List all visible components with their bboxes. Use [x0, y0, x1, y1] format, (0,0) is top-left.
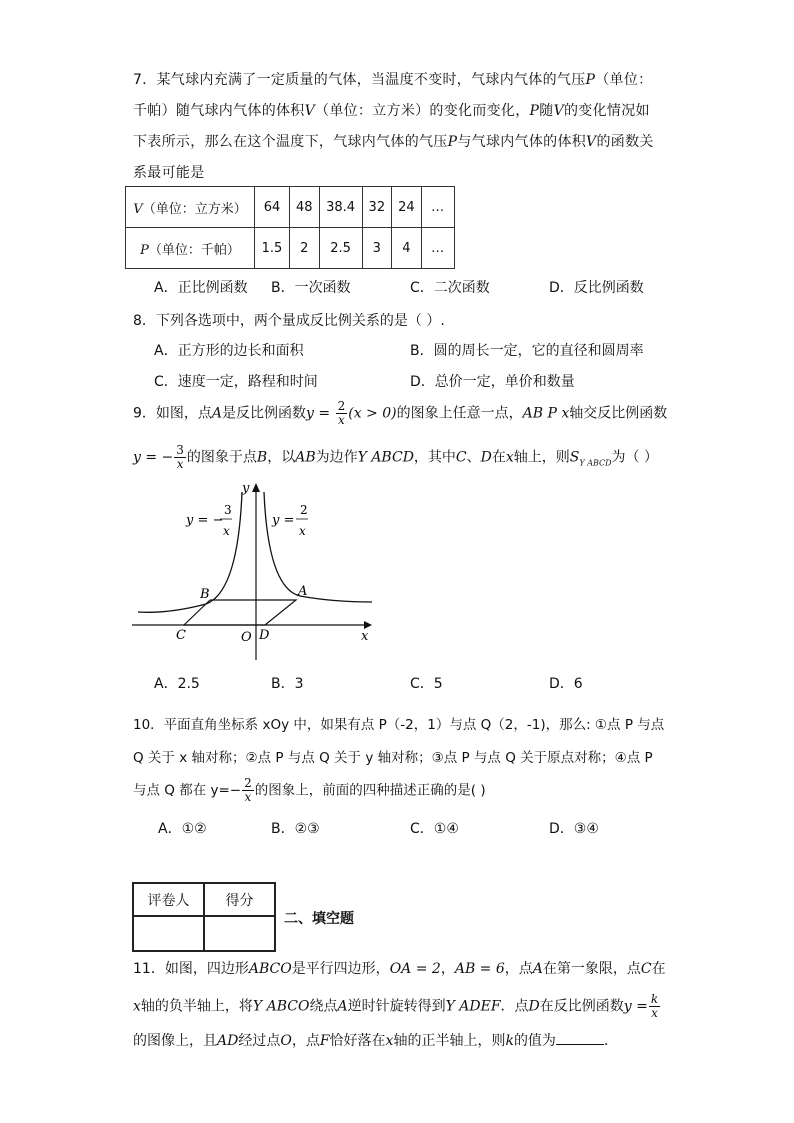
question-10-line-3: 与点 Q 都在 y=− $\frac{2}{x}$ 的图象上，前面的四种描述正确的是( ) — [133, 776, 486, 804]
q8-option-a[interactable]: A．正方形的边长和面积 — [154, 343, 304, 359]
q8-option-b[interactable]: B．圆的周长一定，它的直径和圆周率 — [410, 343, 644, 359]
reviewer-cell[interactable] — [133, 916, 204, 951]
table-cell: 2.5 — [319, 228, 362, 269]
table-cell: 32 — [362, 187, 392, 228]
question-11-line-3: 的图像上，且AD经过点O，点F恰好落在x轴的正半轴上，则k的值为 ． — [133, 1030, 618, 1050]
fraction-2-over-x: $\frac{2}{x}$ — [337, 399, 346, 427]
label-left-function: y = − — [186, 513, 224, 528]
table-row — [126, 187, 455, 228]
answer-blank[interactable] — [556, 1030, 604, 1045]
y-axis-arrow — [252, 483, 260, 492]
question-7-text: 7．某气球内充满了一定质量的气体，当温度不变时，气球内气体的气压P（单位：千帕）随气球内气体的体积V（单位：立方米）的变化而变化，P随V的变化情况如下表所示，那么在这个温度下，气球内气体的气压P与气球内气体的体积V的函数关系最可能是 — [133, 72, 654, 181]
fraction-2-over-x: $\frac{2}{x}$ — [244, 776, 252, 804]
score-box — [132, 882, 276, 952]
table-cell: 2 — [290, 228, 320, 269]
q10-option-d[interactable]: D．③④ — [549, 821, 599, 837]
table-cell: 24 — [392, 187, 422, 228]
volume-pressure-table — [125, 186, 455, 269]
label-axis-x: x — [361, 629, 369, 644]
label-point-a: A — [298, 584, 308, 599]
question-11-line-1: 11．如图，四边形ABCO是平行四边形，OA = 2，AB = 6，点A在第一象限，点C在 — [133, 961, 666, 977]
q10-option-b[interactable]: B．②③ — [271, 821, 320, 837]
question-10-line-1: 10．平面直角坐标系 xOy 中，如果有点 P（-2，1）与点 Q（2，-1)，那么: ①点 P 与点 — [133, 717, 665, 733]
table-cell: 1.5 — [255, 228, 290, 269]
hyperbola-graph — [128, 480, 378, 665]
q9-option-c[interactable]: C．5 — [410, 676, 443, 692]
table-cell: 38.4 — [319, 187, 362, 228]
fraction-3-over-x: $\frac{3}{x}$ — [176, 443, 184, 471]
table-cell: … — [421, 228, 454, 269]
q8-option-c[interactable]: C．速度一定，路程和时间 — [154, 374, 318, 390]
question-8-text: 8．下列各选项中，两个量成反比例关系的是（ ）. — [133, 313, 445, 329]
label-point-c: C — [176, 628, 186, 643]
table-row — [126, 228, 455, 269]
table-cell: 64 — [255, 187, 290, 228]
q7-option-d[interactable]: D．反比例函数 — [549, 280, 644, 296]
question-9-line-2: y = − $\frac{3}{x}$ 的图象于点B，以AB为边作Y ABCD，其中C、D在x轴上，则$S_{Y ABCD}$为（ ） — [133, 443, 658, 471]
label-point-d: D — [259, 628, 270, 643]
label-right-num: 2 — [300, 503, 308, 517]
q10-option-a[interactable]: A．①② — [158, 821, 207, 837]
q7-option-a[interactable]: A．正比例函数 — [154, 280, 248, 296]
question-11-line-2: x轴的负半轴上，将Y ABCO绕点A逆时针旋转得到Y ADEF．点D在反比例函数y = $\frac{k}{x}$ — [133, 992, 659, 1020]
label-right-function: y = — [272, 513, 295, 528]
q10-option-c[interactable]: C．①④ — [410, 821, 459, 837]
row-header-volume: V（单位：立方米） — [126, 187, 255, 228]
score-header: 得分 — [204, 883, 275, 916]
table-cell: 4 — [392, 228, 422, 269]
table-cell: 3 — [362, 228, 392, 269]
table-cell: 48 — [290, 187, 320, 228]
table-row — [133, 883, 275, 916]
label-axis-y: y — [242, 481, 250, 496]
row-header-pressure: P（单位：千帕） — [126, 228, 255, 269]
label-point-b: B — [200, 587, 210, 602]
q9-option-d[interactable]: D．6 — [549, 676, 583, 692]
x-axis-arrow — [364, 621, 372, 629]
label-origin: O — [241, 630, 252, 645]
parallelogram-abcd — [184, 600, 296, 625]
label-left-num: 3 — [224, 503, 232, 517]
section-title: 二、填空题 — [284, 911, 354, 927]
q8-option-d[interactable]: D．总价一定，单价和数量 — [410, 374, 575, 390]
question-10-line-2: Q 关于 x 轴对称；②点 P 与点 Q 关于 y 轴对称；③点 P 与点 Q 关于原点对称；④点 P — [133, 750, 653, 766]
score-cell[interactable] — [204, 916, 275, 951]
q9-option-a[interactable]: A．2.5 — [154, 676, 200, 692]
q7-option-c[interactable]: C．二次函数 — [410, 280, 490, 296]
fraction-k-over-x: $\frac{k}{x}$ — [650, 992, 659, 1020]
question-9-line-1: 9．如图，点A是反比例函数y = $\frac{2}{x}$ (x > 0)的图象上任意一点，AB P x轴交反比例函数 — [133, 399, 668, 427]
label-right-den: x — [299, 524, 306, 538]
table-cell: … — [421, 187, 454, 228]
table-row — [133, 916, 275, 951]
q9-option-b[interactable]: B．3 — [271, 676, 304, 692]
label-left-den: x — [223, 524, 230, 538]
q7-option-b[interactable]: B．一次函数 — [271, 280, 351, 296]
reviewer-header: 评卷人 — [133, 883, 204, 916]
curve-2-over-x — [264, 492, 372, 602]
